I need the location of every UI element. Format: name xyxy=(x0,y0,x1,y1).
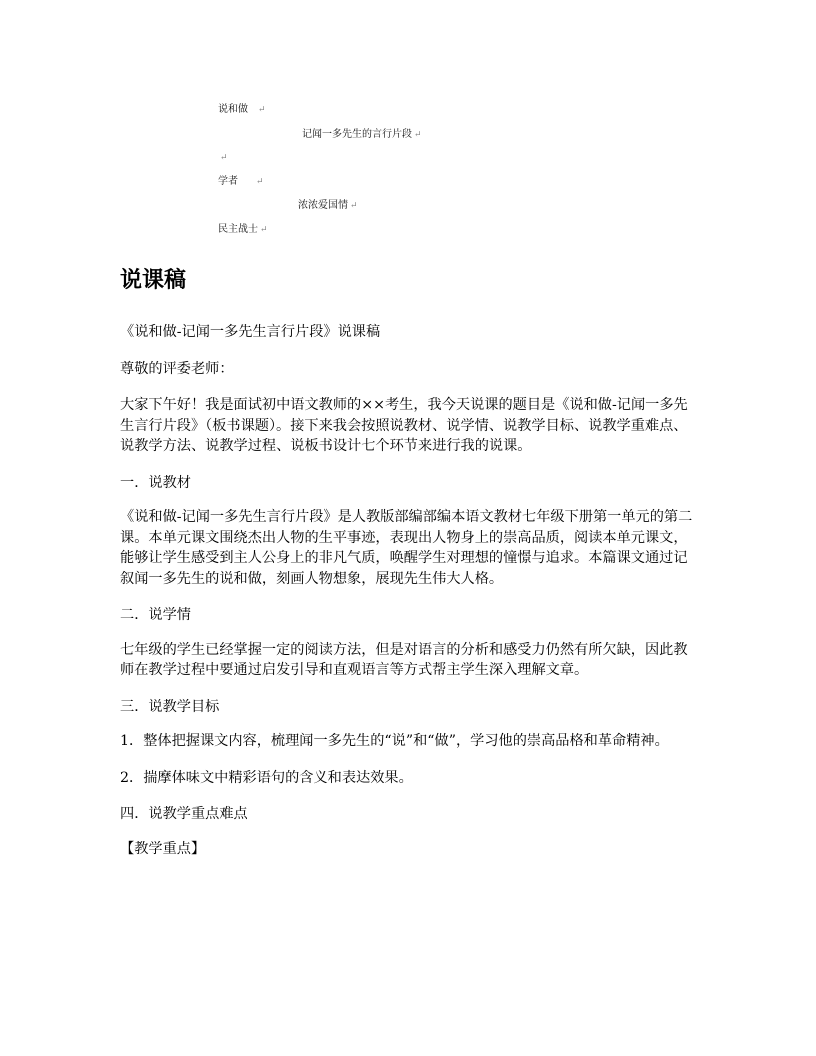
board-line: 浓浓爱国情 ↵ xyxy=(298,200,358,211)
document-body xyxy=(120,322,698,875)
intro-paragraph: 大家下午好！我是面试初中语文教师的××考生，我今天说课的题目是《说和做-记闻一多先生言行片段》（板书课题）。接下来我会按照说教材、说学情、说教学目标、说教学重难点、说教学方法、说教学过程、说板书设计七个环节来进行我的说课。 xyxy=(120,397,688,454)
blackboard-design xyxy=(0,0,816,250)
subheading: 【教学重点】 xyxy=(120,840,206,857)
doc-title: 《说和做-记闻一多先生言行片段》说课稿 xyxy=(120,324,381,340)
section-paragraph: 《说和做-记闻一多先生言行片段》是人教版部编部编本语文教材七年级下册第一单元的第二课。本单元课文围绕杰出人物的生平事迹，表现出人物身上的崇高品质，阅读本单元课文，能够让学生感受到主人公身上的非凡气质，唤醒学生对理想的憧憬与追求。本篇课文通过记叙闻一多先生的说和做，刻画人物想象，展现先生伟大人格。 xyxy=(120,509,693,587)
section-heading: 二．说学情 xyxy=(120,607,191,623)
board-line: 说和做 ↵ xyxy=(218,104,266,115)
section-heading: 四．说教学重点难点 xyxy=(120,806,248,822)
board-line: 民主战士 ↵ xyxy=(218,224,268,235)
board-line: 记闻一多先生的言行片段 ↵ xyxy=(302,129,422,140)
board-line: ↵ xyxy=(220,153,228,163)
page-title: 说课稿 xyxy=(120,268,187,293)
section-paragraph: 七年级的学生已经掌握一定的阅读方法，但是对语言的分析和感受力仍然有所欠缺，因此教师在教学过程中要通过启发引导和直观语言等方式帮主学生深入理解文章。 xyxy=(120,641,688,678)
list-item: 1．整体把握课文内容，梳理闻一多先生的“说”和“做”，学习他的崇高品格和革命精神。 xyxy=(120,733,669,749)
section-heading: 三．说教学目标 xyxy=(120,698,220,715)
list-item: 2．揣摩体味文中精彩语句的含义和表达效果。 xyxy=(120,769,413,786)
section-heading: 一．说教材 xyxy=(120,474,191,491)
salutation: 尊敬的评委老师： xyxy=(120,360,234,377)
board-line: 学者 ↵ xyxy=(218,176,264,187)
